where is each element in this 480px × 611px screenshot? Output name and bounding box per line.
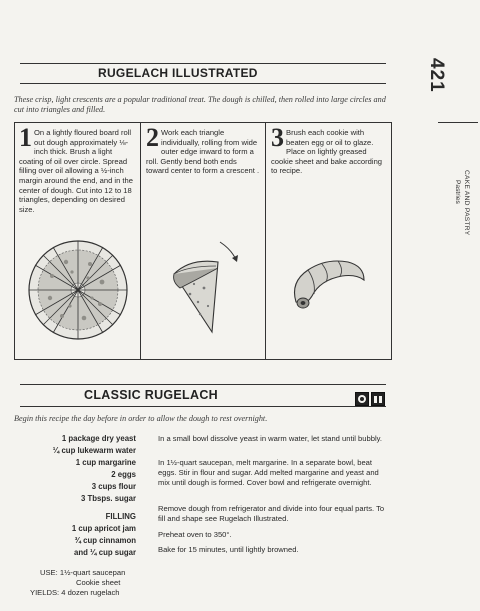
ingredient: and ¼ cup sugar xyxy=(74,548,136,557)
section-label: CAKE AND PASTRY xyxy=(463,170,470,236)
direction-step: In 1½-quart saucepan, melt margarine. In a separate bowl, beat eggs. Stir in flour and sugar. Add melted margarine and yeast and mix until dough is formed. Cover bowl and refrigerate overnight. xyxy=(158,458,379,488)
step-text: On a lightly floured board roll out dough approximately ⅛-inch thick. Brush a light coating of oil over circle. Spread filling over oil allowing a ½-inch margin around the end, and in the center of dough. Cut into 12 to 18 triangles, depending on desired size. xyxy=(19,128,133,214)
direction-step: Bake for 15 minutes, until lightly browned. xyxy=(158,545,299,554)
step-number: 1 xyxy=(19,123,32,152)
direction-step: Preheat oven to 350°. xyxy=(158,530,232,539)
ingredient: 1 package dry yeast xyxy=(61,434,136,443)
recipe-title: CLASSIC RUGELACH xyxy=(84,388,218,402)
use-label: USE: xyxy=(40,568,58,577)
step-text: Work each triangle individually, rolling from wide outer edge inward to form a roll. Gently bend both ends toward center to form a crescent . xyxy=(146,128,260,176)
rolling-triangle-illustration xyxy=(160,236,260,346)
ingredient: ¼ cup lukewarm water xyxy=(52,446,136,455)
step-3 xyxy=(271,123,385,176)
top-rule xyxy=(20,63,386,64)
use-item: Cookie sheet xyxy=(76,578,121,587)
illustrated-title: RUGELACH ILLUSTRATED xyxy=(98,66,258,80)
step-2 xyxy=(146,123,260,176)
subsection-label: Pastries xyxy=(454,180,461,204)
use-item: 1½-quart saucepan xyxy=(59,568,126,577)
ingredient: 3 Tbsps. sugar xyxy=(80,494,136,503)
panel-divider xyxy=(140,122,141,360)
page-number: 421 xyxy=(426,58,447,93)
step-number: 3 xyxy=(271,123,284,152)
panel-divider xyxy=(265,122,266,360)
direction-step: In a small bowl dissolve yeast in warm water, let stand until bubbly. xyxy=(158,434,382,443)
step-1 xyxy=(19,123,133,214)
yields-section xyxy=(30,588,120,598)
direction-step: Remove dough from refrigerator and divide into four equal parts. To fill and shape see Rugelach Illustrated. xyxy=(158,504,385,524)
recipe-intro: Begin this recipe the day before in order to allow the dough to rest overnight. xyxy=(14,414,268,423)
yields-value: 4 dozen rugelach xyxy=(61,588,120,597)
title-rule xyxy=(20,83,386,84)
crescent-illustration xyxy=(286,252,370,316)
illustrated-intro: These crisp, light crescents are a popular traditional treat. The dough is chilled, then rolled into large circles and cut into triangles and filled. xyxy=(14,95,386,114)
pareve-icon xyxy=(371,392,385,406)
step-number: 2 xyxy=(146,123,159,152)
filling-heading: FILLING xyxy=(105,512,136,521)
recipe-title-rule xyxy=(20,406,386,407)
ingredient: 1 cup margarine xyxy=(75,458,136,467)
step-text: Brush each cookie with beaten egg or oil to glaze. Place on lightly greased cookie sheet and bake according to recipe. xyxy=(271,128,383,176)
use-section xyxy=(40,568,125,578)
yields-label: YIELDS: xyxy=(30,588,60,597)
ingredient: 3 cups flour xyxy=(91,482,136,491)
ingredient: 1 cup apricot jam xyxy=(71,524,136,533)
side-rule xyxy=(438,122,478,123)
kosher-meat-icon xyxy=(355,392,369,406)
ingredient: ¾ cup cinnamon xyxy=(74,536,136,545)
ingredient: 2 eggs xyxy=(111,470,136,479)
dough-circle-illustration xyxy=(26,238,130,342)
recipe-top-rule xyxy=(20,384,386,385)
